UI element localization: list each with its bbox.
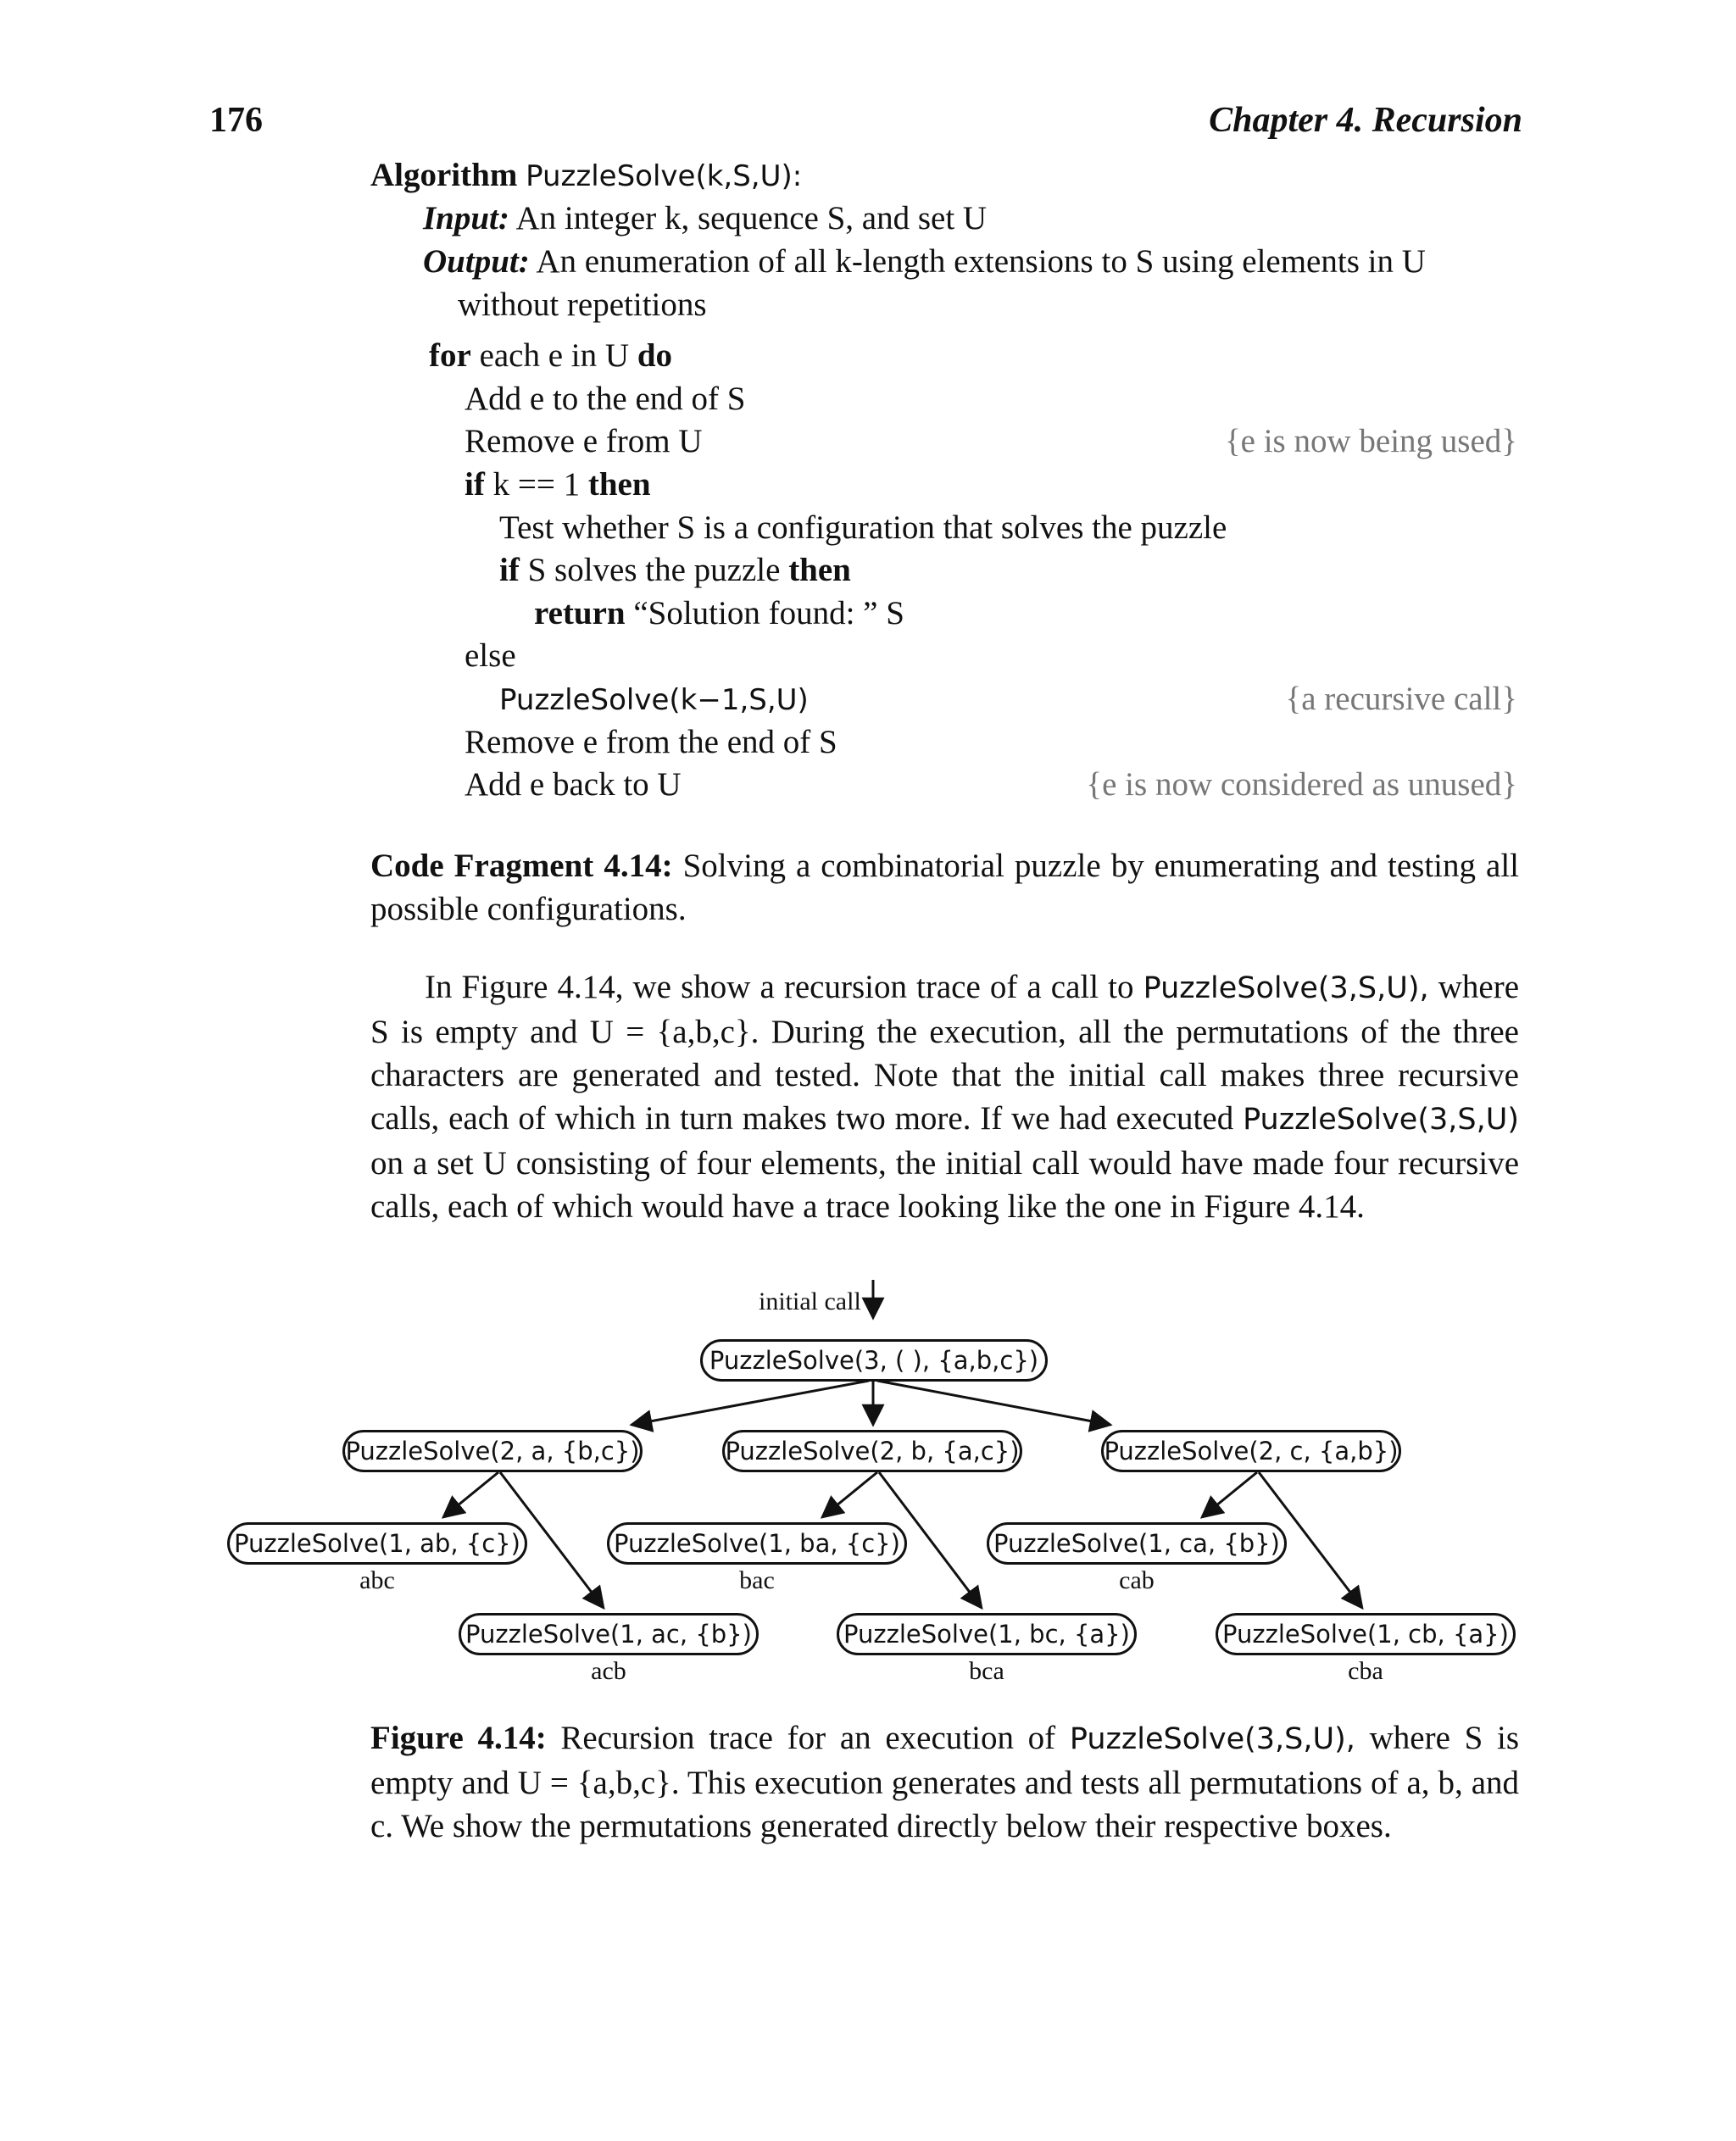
paragraph-call-2: PuzzleSolve(3,S,U): [1243, 1103, 1519, 1137]
code-caption-text: Solving a combinatorial puzzle by enumerating and testing all possible configurations.: [370, 848, 1520, 927]
page-number: 176: [209, 101, 263, 140]
perm-acb: acb: [591, 1657, 626, 1685]
perm-cba: cba: [1348, 1657, 1383, 1685]
node-root: PuzzleSolve(3, ( ), {a,b,c}): [700, 1339, 1048, 1382]
line-remove: Remove e from U: [465, 423, 703, 459]
recurse-call: PuzzleSolve(k−1,S,U): [499, 683, 809, 717]
paragraph-part-2: where S is empty and U = {a,b,c}. During the execution, all the permutations of the three characters are generated and tested. Note that the initial call makes three recursive calls, each of which in turn makes two more. If we had executed: [370, 969, 1520, 1137]
then-keyword: then: [587, 466, 651, 503]
perm-cab: cab: [1119, 1566, 1155, 1594]
figure-caption: [370, 1716, 1519, 1848]
then2-keyword: then: [788, 552, 851, 588]
if-keyword: if: [465, 466, 485, 503]
code-caption-label: Code Fragment 4.14:: [370, 848, 673, 884]
figure-caption-text-2: where S is empty and U = {a,b,c}. This execution generates and tests all permutations of a, b, and c. We show the permutations generated directly below their respective boxes.: [370, 1720, 1520, 1844]
output-text-2: without repetitions: [458, 286, 707, 323]
paragraph-part-1: In Figure 4.14, we show a recursion trace of a call to: [425, 969, 1134, 1005]
node-level3-cb: PuzzleSolve(1, cb, {a}): [1216, 1613, 1516, 1655]
if2-keyword: if: [499, 552, 520, 588]
perm-abc: abc: [359, 1566, 395, 1594]
comment-remove: {e is now being used}: [1224, 423, 1517, 459]
for-mid: each e in U: [479, 337, 630, 374]
figure-caption-label: Figure 4.14:: [370, 1720, 547, 1756]
node-level3-ca: PuzzleSolve(1, ca, {b}): [987, 1522, 1287, 1565]
figure-caption-text-1: Recursion trace for an execution of: [560, 1720, 1056, 1756]
line-test: Test whether S is a configuration that solves the puzzle: [499, 509, 1227, 546]
node-level3-ac: PuzzleSolve(1, ac, {b}): [459, 1613, 759, 1655]
line-add-back: Add e back to U: [465, 766, 682, 803]
edge-b-ba: [822, 1472, 877, 1517]
if-condition: k == 1: [492, 466, 581, 503]
return-keyword: return: [534, 595, 626, 631]
paragraph-call-1: PuzzleSolve(3,S,U),: [1143, 971, 1429, 1005]
figure-caption-call: PuzzleSolve(3,S,U),: [1069, 1722, 1355, 1756]
perm-bac: bac: [739, 1566, 775, 1594]
output-text-1: An enumeration of all k-length extensions to S using elements in U: [536, 243, 1426, 280]
output-label: Output:: [423, 243, 530, 280]
node-level2-b: PuzzleSolve(2, b, {a,c}): [722, 1430, 1022, 1472]
line-add: Add e to the end of S: [465, 381, 746, 417]
comment-add-back: {e is now considered as unused}: [1086, 766, 1517, 803]
for-keyword: for: [429, 337, 471, 374]
input-label: Input:: [423, 200, 509, 236]
edge-root-c: [877, 1381, 1110, 1425]
initial-call-label: initial call: [759, 1287, 861, 1315]
line-remove-end: Remove e from the end of S: [465, 724, 837, 760]
node-level3-bc: PuzzleSolve(1, bc, {a}): [837, 1613, 1137, 1655]
edge-c-ca: [1202, 1472, 1257, 1517]
algorithm-keyword: Algorithm: [370, 157, 518, 193]
algorithm-signature: PuzzleSolve(k,S,U):: [526, 159, 803, 193]
return-text: “Solution found: ” S: [633, 595, 904, 631]
edge-root-a: [632, 1381, 869, 1425]
if2-condition: S solves the puzzle: [527, 552, 781, 588]
chapter-title: Chapter 4. Recursion: [1209, 101, 1522, 140]
node-level3-ab: PuzzleSolve(1, ab, {c}): [227, 1522, 527, 1565]
perm-bca: bca: [969, 1657, 1004, 1685]
input-text: An integer k, sequence S, and set U: [515, 200, 988, 236]
edge-a-ab: [443, 1472, 498, 1517]
paragraph-part-3: on a set U consisting of four elements, the initial call would have made four recursive calls, each of which would have a trace looking like the one in Figure 4.14.: [370, 1145, 1519, 1225]
do-keyword: do: [637, 337, 673, 374]
else-keyword: else: [465, 637, 516, 674]
comment-recurse: {a recursive call}: [1285, 681, 1517, 717]
node-level2-a: PuzzleSolve(2, a, {b,c}): [342, 1430, 643, 1472]
node-level3-ba: PuzzleSolve(1, ba, {c}): [607, 1522, 907, 1565]
node-level2-c: PuzzleSolve(2, c, {a,b}): [1101, 1430, 1401, 1472]
